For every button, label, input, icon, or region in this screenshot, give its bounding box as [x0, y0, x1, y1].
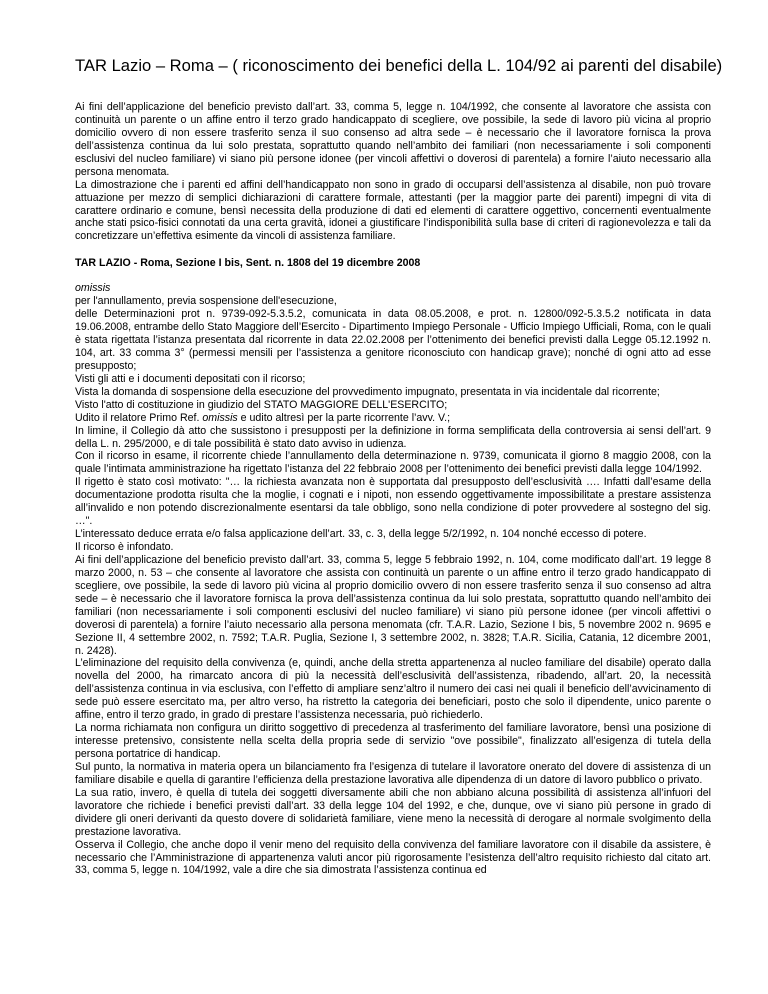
udito-text-a: Udito il relatore Primo Ref. — [75, 411, 203, 424]
paragraph-eliminazione: L’eliminazione del requisito della convivenza (e, quindi, anche della stretta appartenenza al nucleo familiare del disabile) operato dalla novella del 2000, ha rimarcato ancora di più la necessità dell’esclusività dell’assistenza, ribadendo, all’art. 20, la necessità dell’assistenza continua in via esclusiva, con l’effetto di ampliare senz’altro il numero dei casi nei quali il beneficio dell’avvicinamento di sede può essere esercitato ma, per altro verso, ha ristretto la categoria dei beneficiari, posto che solo il dipendente, unico parente o affine, entro il terzo grado, in grado di prestare l’assistenza necessaria, può richiederlo. — [75, 657, 711, 722]
paragraph-premise: per l'annullamento, previa sospensione dell'esecuzione, — [75, 295, 337, 308]
udito-text-b: e udito altresì per la parte ricorrente l’avv. V.; — [237, 411, 451, 424]
paragraph-determinazioni: delle Determinazioni prot n. 9739-092-5.3.5.2, comunicata in data 08.05.2008, e prot. n. 12800/092-5.3.5.2 notificata in data 19.06.2008, entrambe dello Stato Maggiore dell’Esercito - Dipartimento Impiego Personale - Ufficio Impiego Ufficiali, Roma, con le quali è stata rigettata l’istanza presentata dal ricorrente in data 22.02.2008 per l’ottenimento dei benefici previsti dalla Legge 05.12.1992 n. 104, art. 33 comma 3° (permessi mensili per l’assistenza a genitore riconosciuto con handicap grave); nonché di ogni atto ad esse presupposto; — [75, 308, 711, 372]
paragraph-infondato: Il ricorso è infondato. — [75, 541, 174, 553]
paragraph-norma: La norma richiamata non configura un diritto soggettivo di precedenza al trasferimento del familiare lavoratore, bensì una posizione di interesse pretensivo, consistente nella scelta della propria sede di servizio "ove possibile", finalizzato all’esigenza di tutela della persona portatrice di handicap. — [75, 722, 711, 760]
omissis-marker — [75, 282, 711, 295]
udito-omissis: omissis — [202, 411, 238, 424]
paragraph-ricorso: Con il ricorso in esame, il ricorrente chiede l’annullamento della determinazione n. 9739, comunicata il giorno 8 maggio 2008, con la quale l’intimata amministrazione ha rigettato l’istanza del 22 febbraio 2008 per l’ottenimento dei benefici previsti dalla legge 104/1992. — [75, 450, 711, 476]
paragraph-visti: Visti gli atti e i documenti depositati con il ricorso; — [75, 372, 306, 385]
paragraph-aifini: Ai fini dell’applicazione del beneficio previsto dall’art. 33, comma 5, legge 5 febbraio 1992, n. 104, come modificato dall’art. 19 legge 8 marzo 2000, n. 53 – che consente al lavoratore che assista con continuità un parente o un affine entro il terzo grado handicappato di scegliere, ove possibile, la sede di lavoro più vicina al proprio domicilio ovvero di non essere trasferito senza il suo consenso ad altra sede – è necessario che il lavoratore fornisca la prova dell’assistenza continua da lui solo prestata, soprattutto quando nell’ambito dei familiari (non necessariamente i soli componenti esclusivi del nucleo familiare) vi siano più persone idonee (per vincoli affettivi o doverosi di parentela) a fornire l’aiuto necessario alla persona menomata (cfr. T.A.R. Lazio, Sezione I bis, 5 novembre 2002 n. 9695 e Sezione II, 4 settembre 2002, n. 7592; T.A.R. Puglia, Sezione I, 3 settembre 2002, n. 3828; T.A.R. Sicilia, Catania, 12 dicembre 2001, n. 2428). — [75, 553, 711, 657]
omissis-text: omissis — [75, 282, 111, 295]
paragraph-udito — [75, 412, 711, 425]
intro-paragraph-2: La dimostrazione che i parenti ed affini dell’handicappato non sono in grado di occuparsi dell’assistenza al disabile, non può trovare attuazione per mezzo di semplici dichiarazioni di carattere formale, attestanti (per la maggior parte dei parenti) impegni di vita di carattere ordinario e comune, bensì necessita della produzione di dati ed elementi di carattere oggettivo, concernenti eventualmente anche stati psico-fisici connotati da una certa gravità, idonei a giustificare l’indisponibilità sulla base di criteri di ragionevolezza e tali da concretizzare un’effettiva esimente da vincoli di assistenza familiare. — [75, 178, 711, 243]
sentence-heading: TAR LAZIO - Roma, Sezione I bis, Sent. n. 1808 del 19 dicembre 2008 — [75, 257, 421, 270]
document-title: TAR Lazio – Roma – ( riconoscimento dei benefici della L. 104/92 ai parenti del disabile) — [75, 56, 723, 75]
paragraph-punto: Sul punto, la normativa in materia opera un bilanciamento fra l’esigenza di tutelare il lavoratore onerato del dovere di assistenza di un familiare disabile e quella di garantire l’efficienza della prestazione lavorativa alle dipendenza di un datore di lavoro pubblico o privato. — [75, 760, 711, 786]
paragraph-rigetto: Il rigetto è stato così motivato: "… la richiesta avanzata non è supportata dal presupposto dell’esclusività …. Infatti dall’esame della documentazione prodotta risulta che la moglie, i cognati e i nipoti, non essendo oggettivamente impossibilitate a prestare assistenza all’invalido e non potendo discrezionalmente esentarsi da tale obbligo, sono nella condizione di poter provvedere al sostegno del sig. …". — [75, 476, 711, 528]
paragraph-ratio: La sua ratio, invero, è quella di tutela dei soggetti diversamente abili che non abbiano alcuna possibilità di assistenza all’infuori del lavoratore che richiede i benefici previsti dall’art. 33 della legge 104 del 1992, e che, dunque, ove vi siano più persone in grado di dividere gli oneri derivanti da questo dovere di solidarietà familiare, viene meno la necessità di derogare al normale svolgimento della prestazione lavorativa. — [75, 786, 711, 838]
paragraph-vista: Vista la domanda di sospensione della esecuzione del provvedimento impugnato, presentata in via incidentale dal ricorrente; — [75, 385, 660, 398]
intro-paragraph-1: Ai fini dell’applicazione del beneficio previsto dall’art. 33, comma 5, legge n. 104/1992, che consente al lavoratore che assista con continuità un parente o un affine entro il terzo grado handicappato di scegliere, ove possibile, la sede di lavoro più vicina al proprio domicilio ovvero di non essere trasferito senza il suo consenso ad altra sede – è necessario che il lavoratore fornisca la prova dell’assistenza continua da lui solo prestata, soprattutto quando nell’ambito dei familiari (non necessariamente i soli componenti esclusivi del nucleo familiare) vi siano più persone idonee (per vincoli affettivi o doverosi di parentela) a fornire l’aiuto necessario alla persona menomata. — [75, 101, 711, 178]
document-body — [75, 101, 711, 877]
paragraph-interessato: L’interessato deduce errata e/o falsa applicazione dell’art. 33, c. 3, della legge 5/2/1992, n. 104 nonché eccesso di potere. — [75, 528, 647, 541]
paragraph-visto: Visto l'atto di costituzione in giudizio del STATO MAGGIORE DELL'ESERCITO; — [75, 398, 448, 411]
paragraph-limine: In limine, il Collegio dà atto che sussistono i presupposti per la definizione in forma semplificata della controversia ai sensi dell’art. 9 della L. n. 295/2000, e di tale possibilità è stato dato avviso in udienza. — [75, 424, 711, 450]
paragraph-osserva: Osserva il Collegio, che anche dopo il venir meno del requisito della convivenza del familiare lavoratore con il disabile da assistere, è necessario che l’Amministrazione di appartenenza valuti ancor più rigorosamente l’esistenza dell’altro requisito richiesto dal citato art. 33, comma 5, legge n. 104/1992, vale a dire che sia dimostrata l’assistenza continua ed — [75, 838, 711, 877]
